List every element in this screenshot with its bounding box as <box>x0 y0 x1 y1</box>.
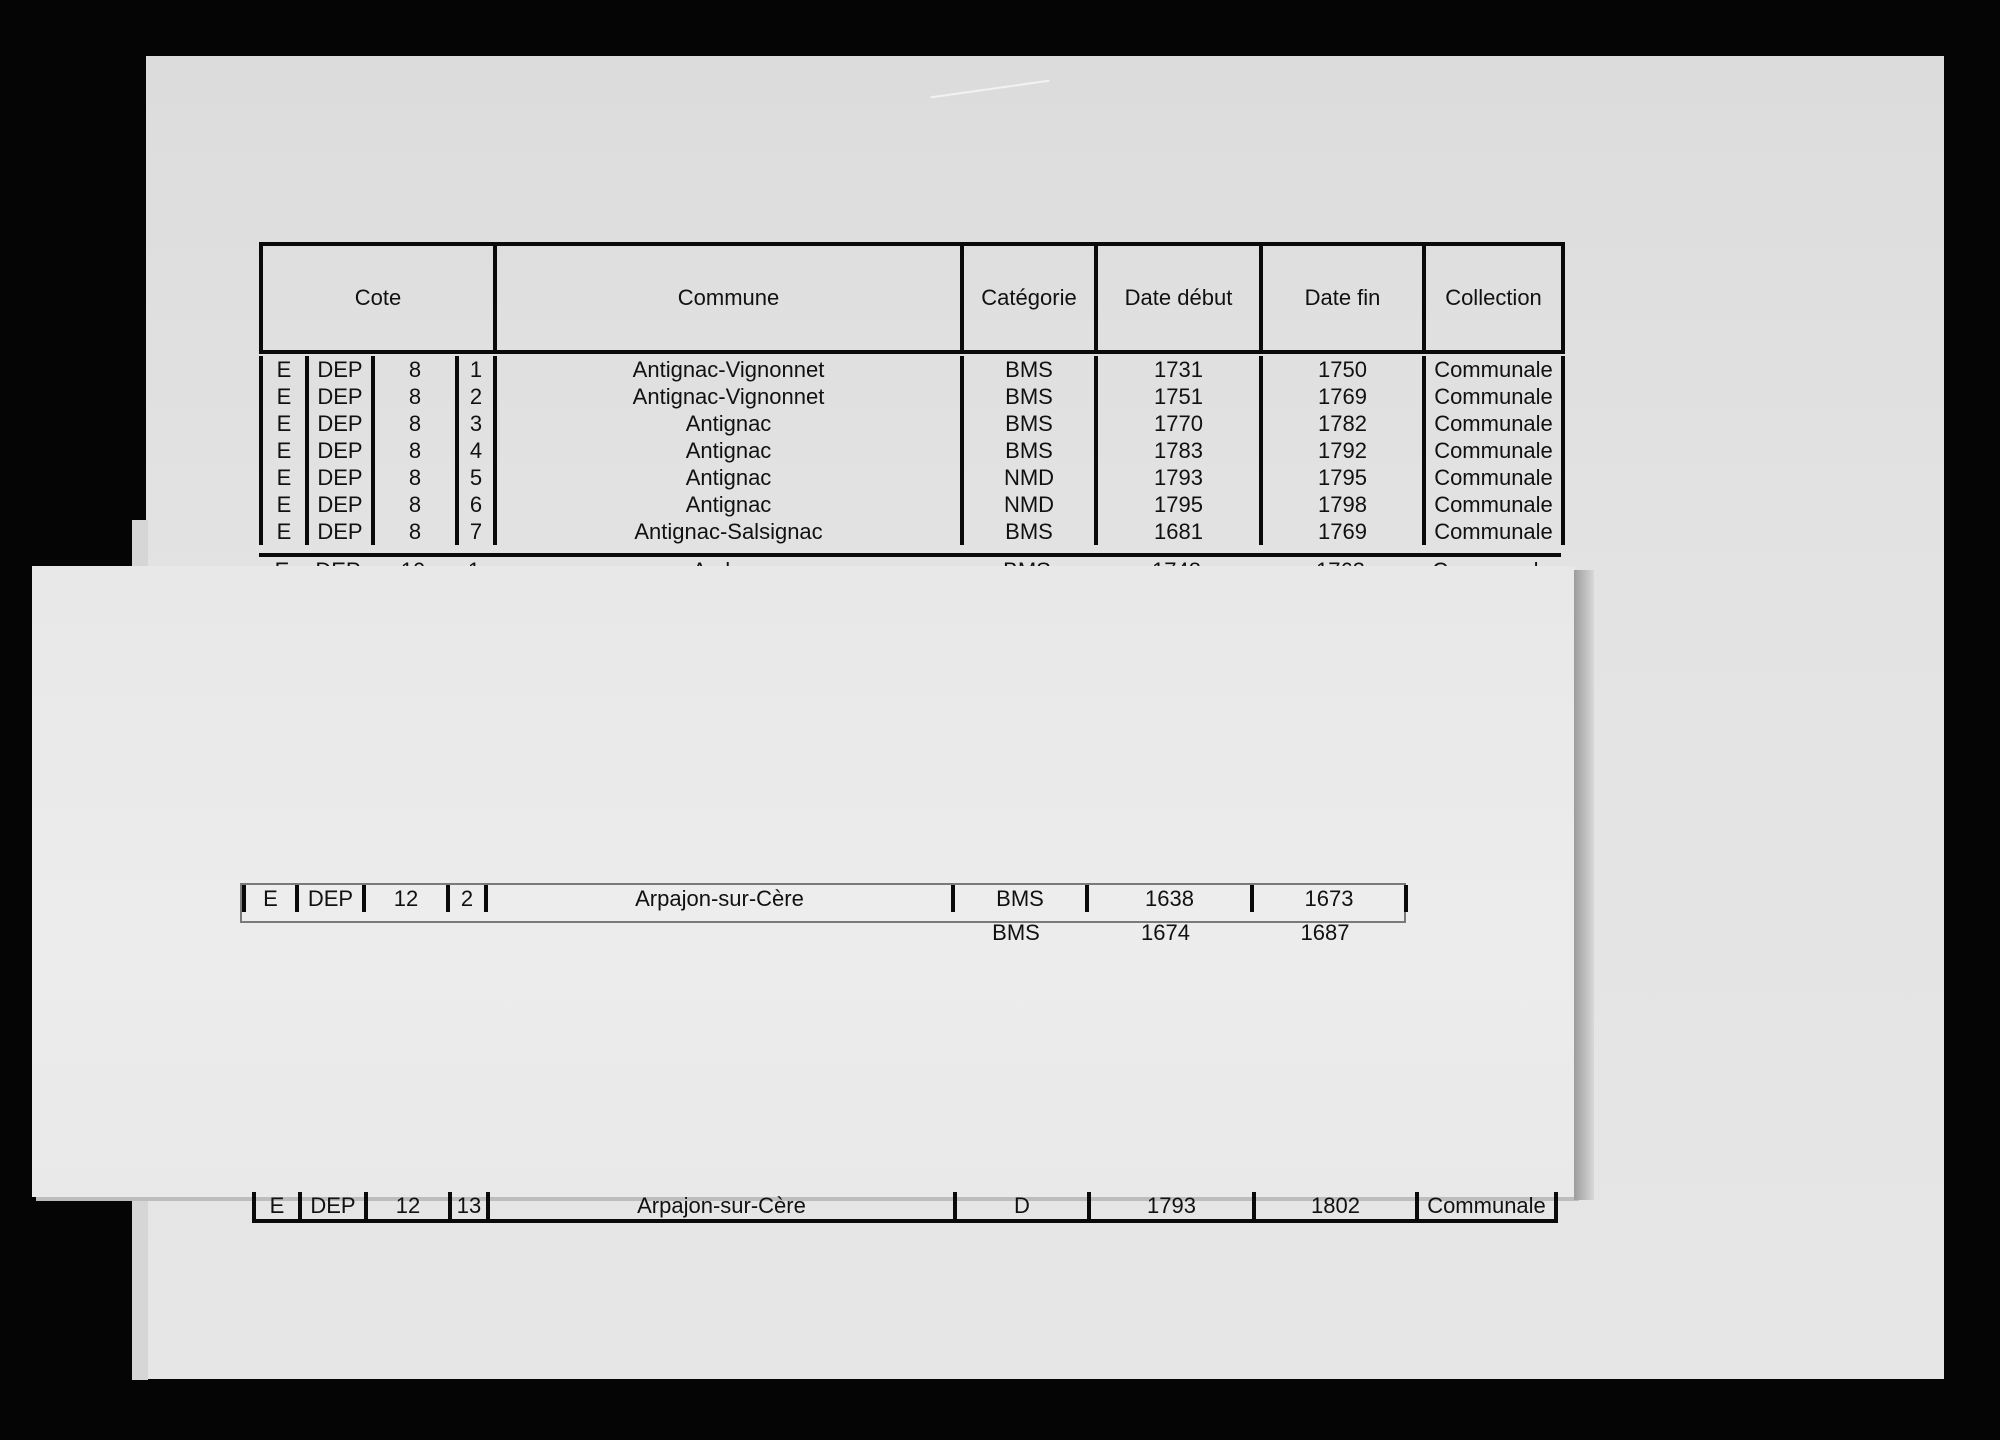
table-row: E DEP 8 2 Antignac-Vignonnet BMS 1751 1769 Communale <box>261 383 1563 410</box>
header-commune: Commune <box>495 244 962 352</box>
header-date-debut: Date début <box>1096 244 1261 352</box>
header-cote: Cote <box>261 244 495 352</box>
header-categorie: Catégorie <box>962 244 1096 352</box>
table-row: E DEP 8 7 Antignac-Salsignac BMS 1681 1769 Communale <box>261 518 1563 545</box>
table-row: E DEP 8 1 Antignac-Vignonnet BMS 1731 1750 Communale <box>261 356 1563 383</box>
table-row: E DEP 8 5 Antignac NMD 1793 1795 Communale <box>261 464 1563 491</box>
ghost-row: BMS 1674 1687 <box>992 920 1350 945</box>
header-date-fin: Date fin <box>1261 244 1424 352</box>
table-header <box>259 242 1561 354</box>
header-collection: Collection <box>1424 244 1563 352</box>
table-row: E DEP 8 4 Antignac BMS 1783 1792 Communale <box>261 437 1563 464</box>
table-row: E DEP 8 6 Antignac NMD 1795 1798 Communale <box>261 491 1563 518</box>
table-body <box>259 356 1561 545</box>
last-row: E DEP 12 13 Arpajon-sur-Cère D 1793 1802 Communale <box>252 1192 1554 1220</box>
overlay-sheet <box>32 566 1575 1197</box>
table-row: E DEP 8 3 Antignac BMS 1770 1782 Communale <box>261 410 1563 437</box>
visible-row-strip: E DEP 12 2 Arpajon-sur-Cère BMS 1638 1673 <box>240 883 1406 923</box>
overlay-sheet-edge <box>1574 570 1594 1200</box>
